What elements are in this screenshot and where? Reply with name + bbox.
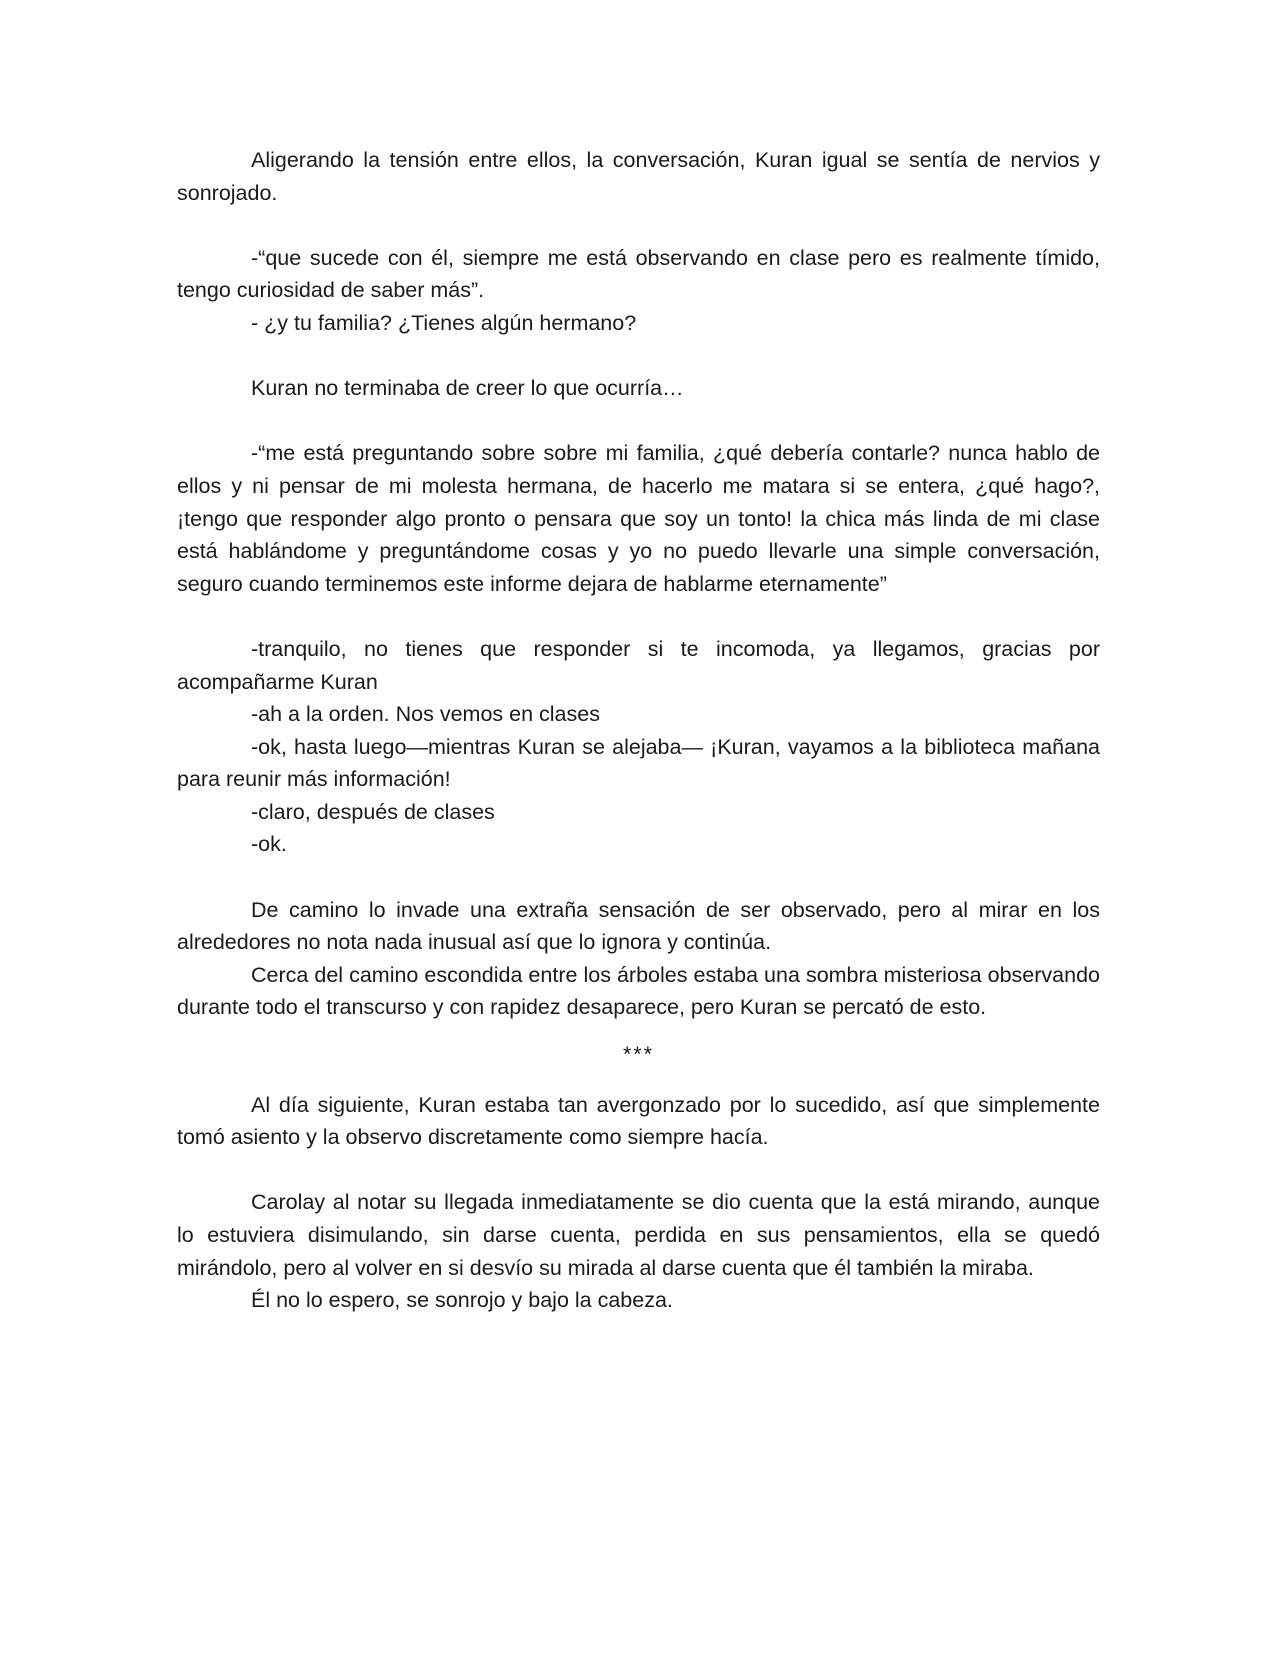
paragraph: -claro, después de clases (251, 799, 495, 824)
paragraph: Kuran no terminaba de creer lo que ocurría… (251, 376, 684, 401)
blank-line (177, 861, 1100, 894)
paragraph: -ok. (251, 832, 287, 857)
blank-line (177, 209, 1100, 242)
paragraph: -“que sucede con él, siempre me está observando en clase pero es realmente tímido, tengo curiosidad de saber más”. (177, 245, 1100, 303)
document-page (177, 144, 1100, 1317)
paragraph: - ¿y tu familia? ¿Tienes algún hermano? (251, 310, 637, 335)
paragraph: -ah a la orden. Nos vemos en clases (251, 702, 600, 727)
paragraph: Cerca del camino escondida entre los árboles estaba una sombra misteriosa observando durante todo el transcurso y con rapidez desaparece, pero Kuran se percató de esto. (177, 962, 1100, 1020)
paragraph: Al día siguiente, Kuran estaba tan avergonzado por lo sucedido, así que simplemente tomó asiento y la observo discretamente como siempre hacía. (177, 1092, 1100, 1150)
paragraph: De camino lo invade una extraña sensación de ser observado, pero al mirar en los alrededores no nota nada inusual así que lo ignora y continúa. (177, 897, 1100, 955)
paragraph: Aligerando la tensión entre ellos, la conversación, Kuran igual se sentía de nervios y sonrojado. (177, 148, 1100, 205)
paragraph: Carolay al notar su llegada inmediatamente se dio cuenta que la está mirando, aunque lo estuviera disimulando, sin darse cuenta, perdida en sus pensamientos, ella se quedó mirándolo, pero al volver en si desvío su mirada al darse cuenta que él también la miraba. (177, 1190, 1100, 1280)
paragraph: Él no lo espero, se sonrojo y bajo la cabeza. (251, 1288, 673, 1313)
paragraph: -ok, hasta luego—mientras Kuran se alejaba— ¡Kuran, vayamos a la biblioteca mañana para reunir más información! (177, 734, 1100, 792)
paragraph: -“me está preguntando sobre sobre mi familia, ¿qué debería contarle? nunca hablo de ellos y ni pensar de mi molesta hermana, de hacerlo me matara si se entera, ¿qué hago?, ¡tengo que responder algo pronto o pensara que soy un tonto! la chica más linda de mi clase está hablándome y preguntándome cosas y yo no puedo llevarle una simple conversación, seguro cuando terminemos este informe dejara de hablarme eternamente” (177, 441, 1100, 596)
blank-line (177, 600, 1100, 633)
paragraph: -tranquilo, no tienes que responder si te incomoda, ya llegamos, gracias por acompañarme Kuran (177, 636, 1100, 694)
section-separator: *** (622, 1042, 655, 1067)
blank-line (177, 405, 1100, 438)
blank-line (177, 340, 1100, 373)
blank-line (177, 1154, 1100, 1187)
